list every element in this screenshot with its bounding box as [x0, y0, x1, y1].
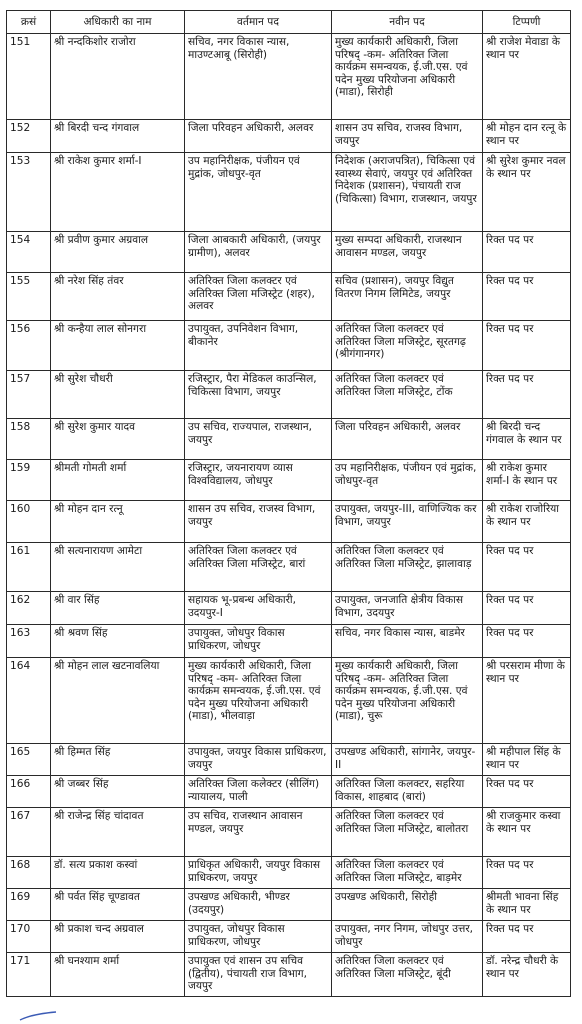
cell-serial: 165	[7, 744, 51, 776]
cell-remark: डॉ. नरेन्द्र चौधरी के स्थान पर	[483, 953, 571, 997]
table-row	[7, 953, 571, 997]
cell-new-post: अतिरिक्त जिला कलक्टर एवं अतिरिक्त जिला मजिस्ट्रेट, सूरतगढ़ (श्रीगंगानगर)	[332, 321, 483, 371]
cell-remark: रिक्त पद पर	[483, 625, 571, 658]
cell-current-post: उप सचिव, राज्यपाल, राजस्थान, जयपुर	[185, 419, 332, 460]
cell-officer-name: श्री राजेन्द्र सिंह चांदावत	[51, 808, 185, 857]
cell-officer-name: श्री नरेश सिंह तंवर	[51, 273, 185, 321]
cell-current-post: उपायुक्त, उपनिवेशन विभाग, बीकानेर	[185, 321, 332, 371]
table-row	[7, 658, 571, 744]
table-row	[7, 921, 571, 953]
cell-new-post: अतिरिक्त जिला कलक्टर एवं अतिरिक्त जिला मजिस्ट्रेट, बूंदी	[332, 953, 483, 997]
table-row	[7, 460, 571, 501]
cell-current-post: उपायुक्त एवं शासन उप सचिव (द्वितीय), पंचायती राज विभाग, जयपुर	[185, 953, 332, 997]
cell-officer-name: श्री वार सिंह	[51, 592, 185, 625]
table-row	[7, 744, 571, 776]
cell-current-post: सचिव, नगर विकास न्यास, माउण्टआबू (सिरोही)	[185, 34, 332, 120]
table-row	[7, 808, 571, 857]
table-row	[7, 625, 571, 658]
cell-current-post: सहायक भू-प्रबन्ध अधिकारी, उदयपुर-I	[185, 592, 332, 625]
table-row	[7, 232, 571, 273]
cell-serial: 155	[7, 273, 51, 321]
cell-officer-name: श्री मोहन लाल खटनावलिया	[51, 658, 185, 744]
cell-current-post: उप सचिव, राजस्थान आवासन मण्डल, जयपुर	[185, 808, 332, 857]
cell-new-post: मुख्य कार्यकारी अधिकारी, जिला परिषद् -कम- अतिरिक्त जिला कार्यक्रम समन्वयक, ई.जी.एस. एवं पदेन मुख्य परियोजना अधिकारी (माडा), सिरोही	[332, 34, 483, 120]
cell-serial: 168	[7, 857, 51, 889]
cell-current-post: रजिस्ट्रार, जयनारायण व्यास विश्वविद्यालय, जोधपुर	[185, 460, 332, 501]
pen-stroke-mark	[18, 1010, 58, 1022]
cell-remark: रिक्त पद पर	[483, 273, 571, 321]
cell-new-post: उपखण्ड अधिकारी, सिरोही	[332, 889, 483, 921]
cell-serial: 159	[7, 460, 51, 501]
table-row	[7, 889, 571, 921]
cell-officer-name: श्री प्रकाश चन्द अग्रवाल	[51, 921, 185, 953]
cell-new-post: अतिरिक्त जिला कलक्टर एवं अतिरिक्त जिला मजिस्ट्रेट, बालोतरा	[332, 808, 483, 857]
cell-new-post: उपायुक्त, जनजाति क्षेत्रीय विकास विभाग, उदयपुर	[332, 592, 483, 625]
cell-current-post: उपायुक्त, जयपुर विकास प्राधिकरण, जयपुर	[185, 744, 332, 776]
cell-current-post: उपखण्ड अधिकारी, भीण्डर (उदयपुर)	[185, 889, 332, 921]
cell-current-post: उप महानिरीक्षक, पंजीयन एवं मुद्रांक, जोधपुर-वृत	[185, 153, 332, 232]
cell-current-post: जिला परिवहन अधिकारी, अलवर	[185, 120, 332, 153]
table-row	[7, 543, 571, 592]
cell-serial: 167	[7, 808, 51, 857]
cell-officer-name: श्री घनश्याम शर्मा	[51, 953, 185, 997]
cell-officer-name: श्री मोहन दान रत्नू	[51, 501, 185, 543]
cell-remark: रिक्त पद पर	[483, 776, 571, 808]
cell-remark: श्री राकेश राजोरिया के स्थान पर	[483, 501, 571, 543]
cell-remark: रिक्त पद पर	[483, 857, 571, 889]
cell-new-post: उप महानिरीक्षक, पंजीयन एवं मुद्रांक, जोधपुर-वृत	[332, 460, 483, 501]
cell-officer-name: श्री नन्दकिशोर राजोरा	[51, 34, 185, 120]
cell-remark: श्री महीपाल सिंह के स्थान पर	[483, 744, 571, 776]
cell-new-post: अतिरिक्त जिला कलक्टर एवं अतिरिक्त जिला मजिस्ट्रेट, टोंक	[332, 371, 483, 419]
table-row	[7, 419, 571, 460]
cell-new-post: सचिव (प्रशासन), जयपुर विद्युत वितरण निगम लिमिटेड, जयपुर	[332, 273, 483, 321]
cell-remark: रिक्त पद पर	[483, 592, 571, 625]
header-current-post: वर्तमान पद	[185, 11, 332, 34]
cell-current-post: जिला आबकारी अधिकारी, (जयपुर ग्रामीण), अलवर	[185, 232, 332, 273]
cell-remark: श्रीमती भावना सिंह के स्थान पर	[483, 889, 571, 921]
cell-serial: 171	[7, 953, 51, 997]
cell-remark: श्री राकेश कुमार शर्मा-I के स्थान पर	[483, 460, 571, 501]
cell-current-post: मुख्य कार्यकारी अधिकारी, जिला परिषद् -कम- अतिरिक्त जिला कार्यक्रम समन्वयक, ई.जी.एस. एवं पदेन मुख्य परियोजना अधिकारी (माडा), भीलवाड़ा	[185, 658, 332, 744]
cell-remark: श्री बिरदी चन्द गंगवाल के स्थान पर	[483, 419, 571, 460]
cell-current-post: उपायुक्त, जोधपुर विकास प्राधिकरण, जोधपुर	[185, 625, 332, 658]
cell-serial: 161	[7, 543, 51, 592]
cell-serial: 164	[7, 658, 51, 744]
cell-current-post: उपायुक्त, जोधपुर विकास प्राधिकरण, जोधपुर	[185, 921, 332, 953]
cell-serial: 153	[7, 153, 51, 232]
cell-remark: श्री राजेश मेवाडा के स्थान पर	[483, 34, 571, 120]
cell-serial: 154	[7, 232, 51, 273]
cell-officer-name: श्री पर्वत सिंह चूण्डावत	[51, 889, 185, 921]
cell-current-post: अतिरिक्त जिला कलक्टर एवं अतिरिक्त जिला मजिस्ट्रेट (शहर), अलवर	[185, 273, 332, 321]
cell-officer-name: श्रीमती गोमती शर्मा	[51, 460, 185, 501]
table-row	[7, 153, 571, 232]
cell-officer-name: श्री श्रवण सिंह	[51, 625, 185, 658]
cell-remark: रिक्त पद पर	[483, 371, 571, 419]
cell-new-post: उपायुक्त, जयपुर-III, वाणिज्यिक कर विभाग, जयपुर	[332, 501, 483, 543]
cell-remark: रिक्त पद पर	[483, 232, 571, 273]
cell-new-post: मुख्य सम्पदा अधिकारी, राजस्थान आवासन मण्डल, जयपुर	[332, 232, 483, 273]
table-header-row	[7, 11, 571, 34]
cell-new-post: अतिरिक्त जिला कलक्टर एवं अतिरिक्त जिला मजिस्ट्रेट, झालावाड़	[332, 543, 483, 592]
cell-new-post: अतिरिक्त जिला कलक्टर, सहरिया विकास, शाहबाद (बारां)	[332, 776, 483, 808]
cell-officer-name: श्री जब्बर सिंह	[51, 776, 185, 808]
cell-new-post: निदेशक (अराजपत्रित), चिकित्सा एवं स्वास्थ्य सेवाएं, जयपुर एवं अतिरिक्त निदेशक (प्रशासन), पंचायती राज (चिकित्सा) विभाग, राजस्थान, जयपुर	[332, 153, 483, 232]
table-row	[7, 501, 571, 543]
cell-current-post: शासन उप सचिव, राजस्व विभाग, जयपुर	[185, 501, 332, 543]
transfer-order-table	[6, 10, 571, 997]
cell-serial: 169	[7, 889, 51, 921]
cell-officer-name: श्री कन्हैया लाल सोनगरा	[51, 321, 185, 371]
cell-officer-name: श्री राकेश कुमार शर्मा-I	[51, 153, 185, 232]
table-row	[7, 34, 571, 120]
cell-remark: श्री सुरेश कुमार नवल के स्थान पर	[483, 153, 571, 232]
cell-officer-name: श्री सत्यनारायण आमेटा	[51, 543, 185, 592]
cell-new-post: मुख्य कार्यकारी अधिकारी, जिला परिषद् -कम- अतिरिक्त जिला कार्यक्रम समन्वयक, ई.जी.एस. एवं पदेन मुख्य परियोजना अधिकारी (माडा), चुरू	[332, 658, 483, 744]
cell-current-post: अतिरिक्त जिला कलक्टर एवं अतिरिक्त जिला मजिस्ट्रेट, बारां	[185, 543, 332, 592]
cell-remark: श्री मोहन दान रत्नू के स्थान पर	[483, 120, 571, 153]
cell-new-post: सचिव, नगर विकास न्यास, बाडमेर	[332, 625, 483, 658]
cell-serial: 158	[7, 419, 51, 460]
cell-serial: 152	[7, 120, 51, 153]
cell-current-post: अतिरिक्त जिला कलेक्टर (सीलिंग) न्यायालय, पाली	[185, 776, 332, 808]
cell-serial: 160	[7, 501, 51, 543]
cell-officer-name: श्री बिरदी चन्द गंगवाल	[51, 120, 185, 153]
cell-remark: श्री परसराम मीणा के स्थान पर	[483, 658, 571, 744]
table-body	[7, 34, 571, 997]
cell-remark: रिक्त पद पर	[483, 543, 571, 592]
cell-serial: 156	[7, 321, 51, 371]
header-serial: क्रसं	[7, 11, 51, 34]
cell-new-post: अतिरिक्त जिला कलक्टर एवं अतिरिक्त जिला मजिस्ट्रेट, बाड़मेर	[332, 857, 483, 889]
cell-serial: 157	[7, 371, 51, 419]
cell-serial: 162	[7, 592, 51, 625]
cell-serial: 170	[7, 921, 51, 953]
table-row	[7, 592, 571, 625]
table-row	[7, 120, 571, 153]
cell-new-post: जिला परिवहन अधिकारी, अलवर	[332, 419, 483, 460]
table-row	[7, 371, 571, 419]
table-row	[7, 273, 571, 321]
cell-serial: 166	[7, 776, 51, 808]
cell-remark: श्री राजकुमार कस्वा के स्थान पर	[483, 808, 571, 857]
cell-officer-name: श्री हिम्मत सिंह	[51, 744, 185, 776]
table-row	[7, 321, 571, 371]
cell-current-post: प्राधिकृत अधिकारी, जयपुर विकास प्राधिकरण, जयपुर	[185, 857, 332, 889]
cell-remark: रिक्त पद पर	[483, 921, 571, 953]
table-row	[7, 776, 571, 808]
header-remark: टिप्पणी	[483, 11, 571, 34]
cell-new-post: शासन उप सचिव, राजस्व विभाग, जयपुर	[332, 120, 483, 153]
cell-officer-name: श्री सुरेश कुमार यादव	[51, 419, 185, 460]
cell-serial: 163	[7, 625, 51, 658]
table-row	[7, 857, 571, 889]
cell-remark: रिक्त पद पर	[483, 321, 571, 371]
cell-serial: 151	[7, 34, 51, 120]
cell-current-post: रजिस्ट्रार, पैरा मेडिकल काउन्सिल, चिकित्सा विभाग, जयपुर	[185, 371, 332, 419]
cell-new-post: उपखण्ड अधिकारी, सांगानेर, जयपुर-II	[332, 744, 483, 776]
cell-officer-name: श्री सुरेश चौधरी	[51, 371, 185, 419]
cell-new-post: उपायुक्त, नगर निगम, जोधपुर उत्तर, जोधपुर	[332, 921, 483, 953]
cell-officer-name: डॉ. सत्य प्रकाश कस्वां	[51, 857, 185, 889]
header-new-post: नवीन पद	[332, 11, 483, 34]
cell-officer-name: श्री प्रवीण कुमार अग्रवाल	[51, 232, 185, 273]
header-officer-name: अधिकारी का नाम	[51, 11, 185, 34]
